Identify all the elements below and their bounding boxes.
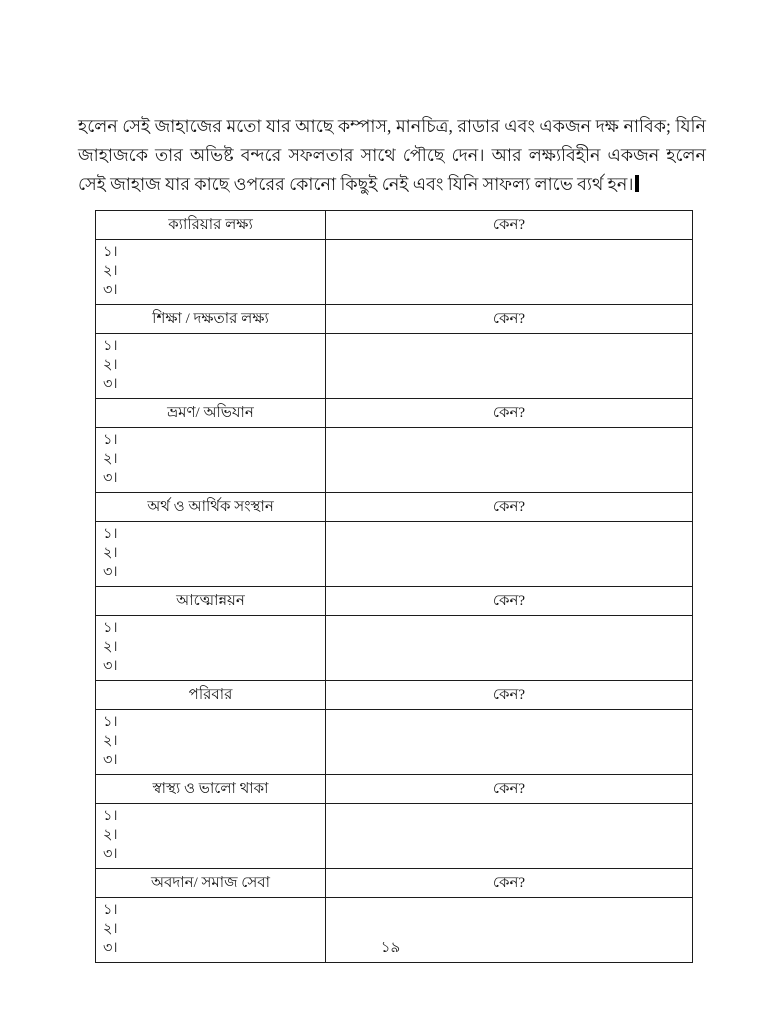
goal-line-number: ১।	[103, 526, 118, 542]
goal-line-number: ২।	[103, 545, 118, 561]
table-row	[96, 869, 693, 898]
goal-lines-cell	[96, 616, 326, 681]
table-row	[96, 710, 693, 775]
goal-line-number: ২।	[103, 451, 118, 467]
table-row	[96, 305, 693, 334]
category-header-cell: আত্মোন্নয়ন	[96, 587, 326, 616]
answer-cell	[326, 616, 693, 681]
goal-line-number: ৩।	[103, 658, 118, 674]
goal-line-number: ১।	[103, 714, 118, 730]
category-header-cell: স্বাস্থ্য ও ভালো থাকা	[96, 775, 326, 804]
goal-line-number: ৩।	[103, 846, 118, 862]
answer-cell	[326, 428, 693, 493]
goal-line-number: ১।	[103, 902, 118, 918]
goal-lines-cell	[96, 710, 326, 775]
goal-line-number: ৩।	[103, 564, 118, 580]
table-row	[96, 681, 693, 710]
goals-table	[95, 210, 693, 963]
goal-line-number: ২।	[103, 263, 118, 279]
why-header-cell: কেন?	[326, 869, 693, 898]
table-row	[96, 775, 693, 804]
goal-lines-cell	[96, 804, 326, 869]
why-header-cell: কেন?	[326, 305, 693, 334]
why-header-cell: কেন?	[326, 775, 693, 804]
goal-line-number: ৩।	[103, 470, 118, 486]
goal-line-number: ২।	[103, 733, 118, 749]
why-header-cell: কেন?	[326, 211, 693, 240]
intro-paragraph-text: হলেন সেই জাহাজের মতো যার আছে কম্পাস, মানচিত্র, রাডার এবং একজন দক্ষ নাবিক; যিনি জাহাজকে তার অভিষ্ট বন্দরে সফলতার সাথে পৌছে দেন। আর লক্ষ্যবিহীন একজন হলেন সেই জাহাজ যার কাছে ওপরের কোনো কিছুই নেই এবং যিনি সাফল্য লাভে ব্যর্থ হন।	[78, 115, 706, 194]
goal-line-number: ১।	[103, 808, 118, 824]
table-row	[96, 428, 693, 493]
answer-cell	[326, 334, 693, 399]
table-row	[96, 616, 693, 681]
category-header-cell: শিক্ষা / দক্ষতার লক্ষ্য	[96, 305, 326, 334]
table-row	[96, 587, 693, 616]
goal-line-number: ১।	[103, 620, 118, 636]
answer-cell	[326, 710, 693, 775]
goal-line-number: ২।	[103, 639, 118, 655]
goal-line-number: ১।	[103, 338, 118, 354]
goal-line-number: ১।	[103, 244, 118, 260]
category-header-cell: ক্যারিয়ার লক্ষ্য	[96, 211, 326, 240]
goal-lines-cell	[96, 334, 326, 399]
goal-lines-cell	[96, 428, 326, 493]
page-number: ১৯	[380, 940, 401, 956]
goal-line-number: ৩।	[103, 282, 118, 298]
goal-line-number: ৩।	[103, 752, 118, 768]
table-row	[96, 522, 693, 587]
goal-line-number: ৩।	[103, 376, 118, 392]
goal-line-number: ২।	[103, 921, 118, 937]
table-row	[96, 240, 693, 305]
why-header-cell: কেন?	[326, 587, 693, 616]
goal-line-number: ২।	[103, 357, 118, 373]
category-header-cell: পরিবার	[96, 681, 326, 710]
intro-paragraph	[78, 112, 706, 199]
goal-line-number: ৩।	[103, 940, 118, 956]
why-header-cell: কেন?	[326, 681, 693, 710]
answer-cell	[326, 804, 693, 869]
goal-line-number: ২।	[103, 827, 118, 843]
answer-cell	[326, 240, 693, 305]
table-row	[96, 211, 693, 240]
answer-cell	[326, 522, 693, 587]
why-header-cell: কেন?	[326, 493, 693, 522]
why-header-cell: কেন?	[326, 399, 693, 428]
text-cursor	[635, 175, 639, 192]
goal-lines-cell	[96, 240, 326, 305]
table-row	[96, 804, 693, 869]
goal-line-number: ১।	[103, 432, 118, 448]
category-header-cell: অর্থ ও আর্থিক সংস্থান	[96, 493, 326, 522]
category-header-cell: ভ্রমণ/ অভিযান	[96, 399, 326, 428]
goal-lines-cell	[96, 522, 326, 587]
table-row	[96, 493, 693, 522]
table-row	[96, 334, 693, 399]
table-row	[96, 399, 693, 428]
category-header-cell: অবদান/ সমাজ সেবা	[96, 869, 326, 898]
